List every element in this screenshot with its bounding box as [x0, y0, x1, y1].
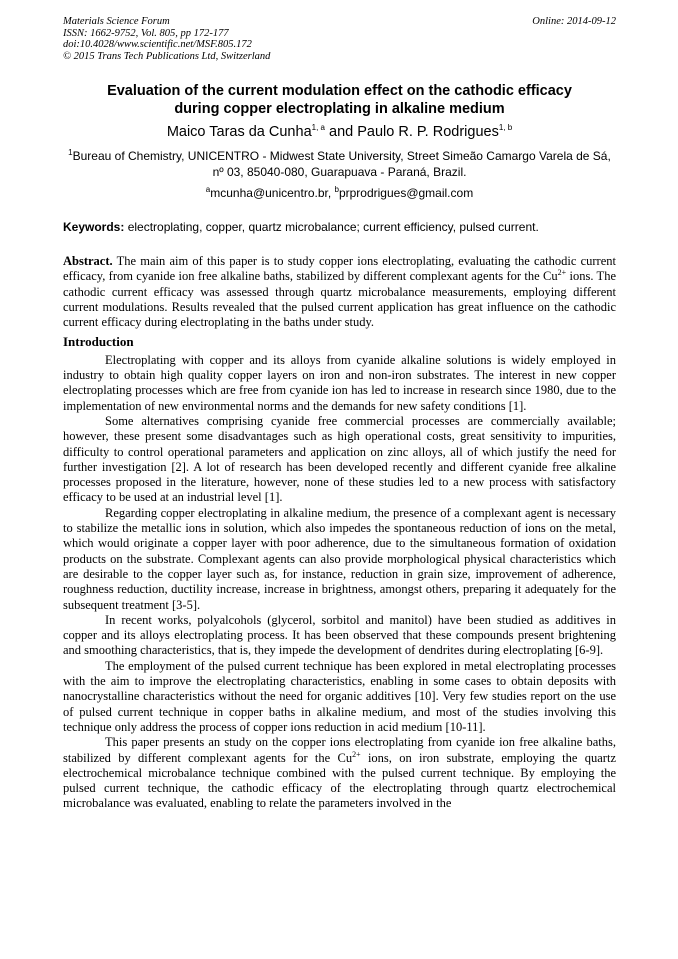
affiliation-number: 1	[68, 148, 73, 157]
intro-paragraph: The employment of the pulsed current technique has been explored in metal electroplating processes with the aim to improve the electroplating characteristics, enabling in some cases to obtain deposits with nanocrystalline characteristics without the need for organic additives [10]. Very few studies report on the use of pulsed current technique in copper baths in alkaline medium, and most of the studies involving this technique only address the process of copper ions reduction in acid medium [10-11].	[63, 658, 616, 734]
journal-copyright: © 2015 Trans Tech Publications Ltd, Switzerland	[63, 50, 271, 62]
journal-header	[63, 16, 616, 62]
journal-issn: ISSN: 1662-9752, Vol. 805, pp 172-177	[63, 27, 229, 39]
title-line-1: Evaluation of the current modulation effect on the cathodic efficacy	[107, 83, 572, 99]
abstract-label: Abstract.	[63, 254, 113, 268]
paper-body	[63, 254, 616, 812]
author-1-affil: 1, a	[311, 123, 325, 133]
author-and: and	[324, 124, 358, 140]
intro-paragraph-last	[63, 735, 616, 811]
intro-paragraph: Regarding copper electroplating in alkaline medium, the presence of a complexant agent is necessary to stabilize the metallic ions in solution, which also impedes the spontaneous reduction of ions on the metal, which would originate a copper layer with poor adherence, due to the simultaneous formation of oxidation products on the substrate. Complexant agents can also provide morphological physical characteristics which are desirable to the copper layer such as, for instance, reduction in grain size, improvement of adherence, roughness reduction, ductility increase, increase in brightness, amongst others, preparing it adequately for the subsequent treatment [3-5].	[63, 505, 616, 612]
paper-title	[63, 82, 616, 118]
abstract-superscript: 2+	[557, 268, 567, 278]
email-b-marker: b	[334, 185, 339, 194]
affiliation-text: Bureau of Chemistry, UNICENTRO - Midwest State University, Street Simeão Camargo Varela de Sá, nº 03, 85040-080, Guarapuava - Paraná, Brazil.	[72, 149, 611, 179]
abstract	[63, 254, 616, 330]
email-a: mcunha@unicentro.br,	[210, 186, 335, 200]
keywords-label: Keywords:	[63, 220, 125, 234]
intro-paragraph: Some alternatives comprising cyanide free commercial processes are commercially available; however, these present some disadvantages such as high operational costs, great sensitivity to impurities, difficulty to control operational parameters and application on zinc alloys, all of which justify the need for further investigation [2]. A lot of research has been developed recently and different cyanide free alkaline processes proposed in the literature, however, none of these studies led to a new process with satisfactory efficacy to be used at an industrial level [1].	[63, 413, 616, 505]
journal-name: Materials Science Forum	[63, 16, 170, 27]
last-paragraph-superscript: 2+	[352, 749, 361, 759]
keywords	[63, 219, 616, 235]
email-a-marker: a	[205, 185, 211, 194]
intro-paragraph: In recent works, polyalcohols (glycerol, sorbitol and manitol) have been studied as additives in copper and its alloys electroplating process. It has been observed that these compounds present brightening and smoothing characteristics, that is, they impede the development of dendrites during electroplating [6-9].	[63, 612, 616, 658]
title-line-2: during copper electroplating in alkaline medium	[174, 101, 505, 117]
last-paragraph-text-1: This paper presents an study on the copper ions electroplating from cyanide ion free alkaline baths, stabilized by different complexant agents for the Cu	[63, 735, 616, 765]
keywords-text: electroplating, copper, quartz microbalance; current efficiency, pulsed current.	[124, 220, 539, 234]
author-1: Maico Taras da Cunha	[166, 124, 312, 140]
author-list	[63, 123, 616, 141]
author-2: Paulo R. P. Rodrigues	[357, 124, 499, 140]
abstract-text-1: The main aim of this paper is to study copper ions electroplating, evaluating the cathodic current efficacy, from cyanide ion free alkaline baths, stabilized by different complexant agents for the Cu	[63, 254, 616, 284]
last-paragraph-text-2: ions, on iron substrate, employing the quartz electrochemical microbalance technique combined with the pulsed current technique. By employing the pulsed current technique, the cathodic efficacy of the electroplating through quartz electrochemical microbalance was evaluated, enabling to relate the parameters involved in the	[63, 750, 616, 811]
intro-paragraph: Electroplating with copper and its alloys from cyanide alkaline solutions is widely employed in industry to obtain high quality copper layers on iron and non-iron substrates. The interest in new copper electroplating processes which are free from cyanide ion has led to increase in research since 1980, due to the implementation of new environmental norms and the demands for new safety conditions [1].	[63, 352, 616, 413]
section-heading-introduction: Introduction	[63, 334, 134, 350]
abstract-text-2: ions. The cathodic current efficacy was assessed through quartz microbalance measurements, employing different current modulations. Results revealed that the pulsed current application has great influence on the cathodic current efficacy during electroplating in the baths under study.	[63, 269, 616, 330]
affiliation	[63, 148, 616, 180]
author-emails	[63, 185, 616, 201]
online-date: Online: 2014-09-12	[532, 16, 616, 27]
journal-doi: doi:10.4028/www.scientific.net/MSF.805.172	[63, 39, 252, 50]
author-2-affil: 1, b	[498, 123, 513, 133]
email-b: prprodrigues@gmail.com	[338, 186, 474, 200]
